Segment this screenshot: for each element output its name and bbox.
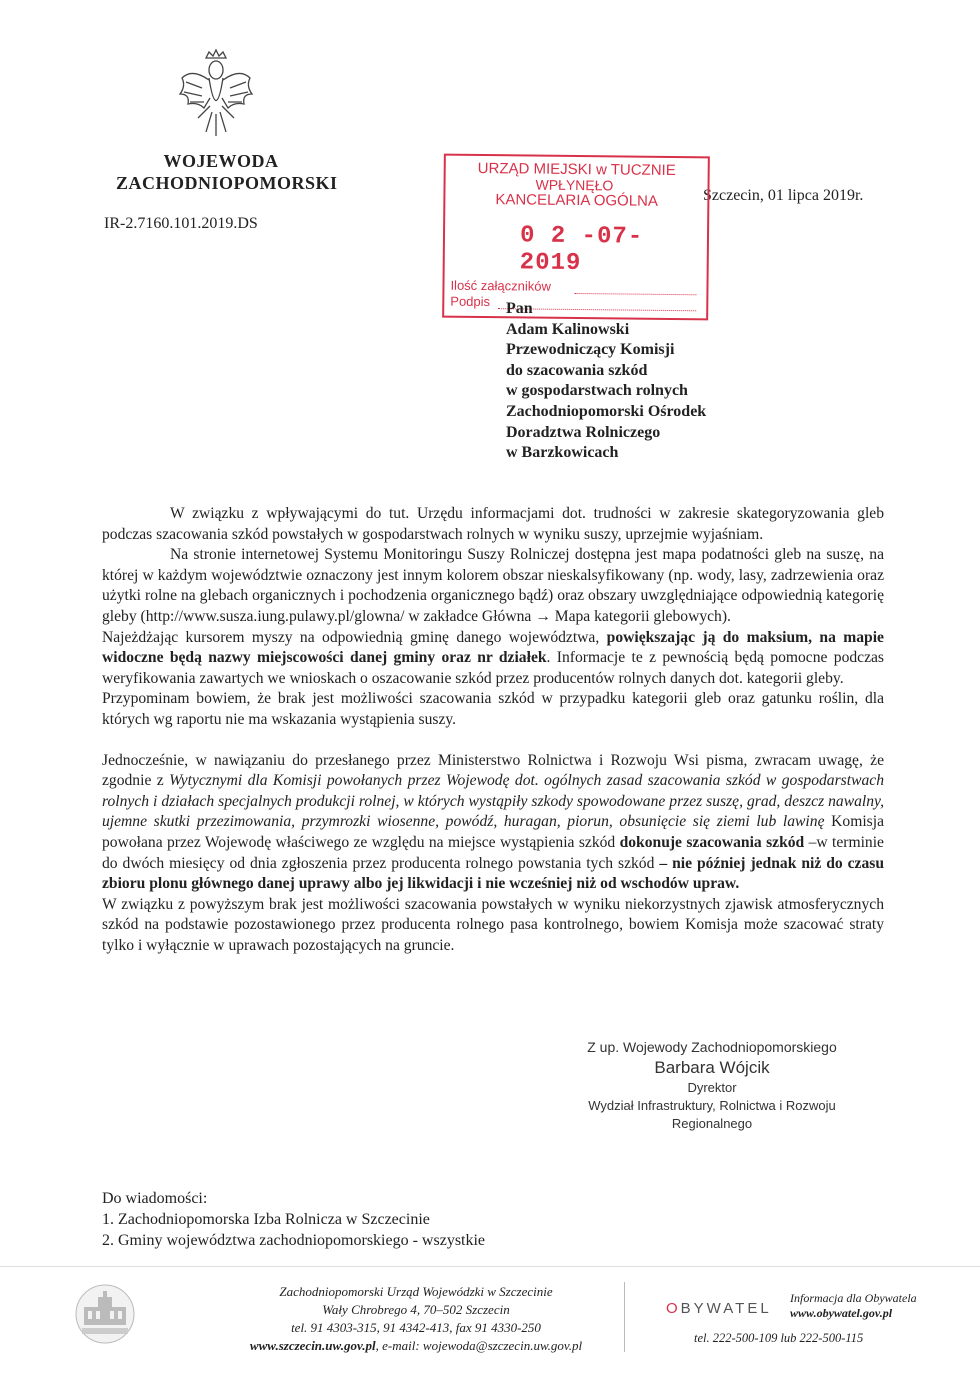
signature-authority: Z up. Wojewody Zachodniopomorskiego [587, 1039, 837, 1055]
office-address [230, 1283, 602, 1355]
recipient-line: Pan [506, 300, 533, 317]
office-name: Zachodniopomorski Urząd Wojewódzki w Szczecinie [279, 1284, 553, 1299]
cc-label: Do wiadomości: [102, 1190, 208, 1207]
signature-block [562, 1038, 862, 1133]
reference-number: IR-2.7160.101.2019.DS [104, 215, 258, 232]
body-paragraph-6: W związku z powyższym brak jest możliwości szacowania powstałych w wyniku niekorzystnych zjawisk atmosferycznych szkód na podstawie pozostawionego przez producenta rolnego pasa kontrolnego, bowiem Komisja może szacować straty tylko i wyłącznie w uprawach pozostających na gruncie. [102, 895, 884, 954]
text-run-italic: Wytycznymi dla Komisji powołanych przez Wojewodę dot. ogólnych zasad szacowania szkód w gospodarstwach rolnych i działach specjalnych produkcji rolnej, w których wystąpiły szkody spowodowane przez suszę, grad, deszcz nawalny, ujemne skutki przezimowania, przymrozki wiosenne, powódź, huragan, piorun, obsunięcie się ziemi lub lawinę [102, 772, 884, 831]
letter-date: Szczecin, 01 lipca 2019r. [703, 187, 864, 204]
text-run: –w terminie do dwóch miesięcy od dnia zgłoszenia przez producenta rolnego powstania tych szkód [102, 833, 884, 872]
stamp-line2: WPŁYNĘŁO [535, 176, 614, 194]
stamp-signature-label: Podpis [450, 293, 491, 310]
recipient-line: Przewodniczący Komisji [506, 341, 675, 359]
obywatel-logo-o: O [666, 1300, 681, 1317]
recipient-line: do szacowania szkód [506, 361, 648, 379]
body-paragraph-2: Na stronie internetowej Systemu Monitoringu Suszy Rolniczej dostępna jest mapa podatności gleb na suszę, na której w każdym województwie oznaczony jest innym kolorem obszar nieskalsyfikowany (np. wody, lasy, zadrzewienia oraz użytki rolne na glebach organicznych i pochodzenia organicznego bądź) oraz obszary uwzględniające odpowiednią kategorię gleby (http://www.susza.iung.pulawy.pl/glowna/ w zakładce Główna → Mapa kategorii glebowych). [102, 546, 884, 625]
office-phones: tel. 91 4303-315, 91 4342-413, fax 91 4330-250 [291, 1320, 541, 1335]
stamp-attachments-label: Ilość załączników [450, 277, 551, 294]
office-building-logo-icon [70, 1283, 140, 1345]
issuer-line2: ZACHODNIOPOMORSKI [116, 173, 338, 193]
citizen-info-web[interactable]: www.obywatel.gov.pl [790, 1306, 893, 1320]
office-web-link[interactable]: www.szczecin.uw.gov.pl [249, 1338, 376, 1353]
cc-item: 1. Zachodniopomorska Izba Rolnicza w Szczecinie [102, 1211, 430, 1228]
email-prefix: , e-mail: [375, 1338, 423, 1353]
obywatel-logo [666, 1300, 772, 1317]
eagle-emblem-icon [176, 48, 256, 140]
obywatel-logo-text: BYWATEL [680, 1300, 772, 1317]
stamp-date: 0 2 -07- 2019 [519, 222, 644, 278]
recipient-line: w Barzkowicach [506, 444, 619, 462]
signature-department: Wydział Infrastruktury, Rolnictwa i Rozwoju [588, 1098, 836, 1113]
text-run-bold: powiększając ją do maksium, na mapie widoczne będą nazwy miejscowości danej gminy oraz nr działek [102, 628, 884, 667]
stamp-line3: KANCELARIA OGÓLNA [495, 191, 659, 210]
text-run: . Informacje te z pewnością będą pomocne podczas weryfikowania zawartych we wnioskach o oszacowanie szkód przez producentów rolnych danych dot. kategorii gleby. [102, 649, 884, 687]
recipient-address [506, 299, 706, 464]
office-contacts [230, 1337, 602, 1355]
issuer-line1: WOJEWODA [163, 151, 279, 171]
registry-stamp [442, 154, 710, 321]
cc-list [102, 1188, 485, 1251]
text-run: Najeżdżając kursorem myszy na odpowiednią gminę danego województwa, [102, 628, 607, 646]
citizen-info-phone: tel. 222-500-109 lub 222-500-115 [694, 1331, 864, 1345]
text-run: Komisja powołana przez Wojewodę właściwego ze względu na miejsce wystąpienia szkód [102, 813, 884, 851]
cc-item: 2. Gminy województwa zachodniopomorskiego - wszystkie [102, 1232, 486, 1249]
letter-body [102, 504, 884, 956]
stamp-line1: URZĄD MIEJSKI w TUCZNIE [477, 159, 676, 180]
recipient-line: Zachodniopomorski Ośrodek [506, 402, 707, 420]
body-paragraph-1: W związku z wpływającymi do tut. Urzędu informacjami dot. trudności w zakresie skategoryzowania gleb podczas szacowania szkód powstałych w gospodarstwach rolnych w wyniku suszy, uprzejmie wyjaśniam. [102, 505, 884, 543]
issuer-name [116, 150, 338, 194]
footer-divider [624, 1282, 625, 1352]
body-paragraph-4: Przypominam bowiem, że brak jest możliwości szacowania szkód w przypadku kategorii gleb oraz gatunku roślin, dla których wg raportu nie ma wskazania wystąpienia suszy. [102, 690, 884, 728]
stamp-dotted-line [574, 293, 696, 295]
signature-department-cont: Regionalnego [671, 1116, 753, 1131]
text-run-bold: – nie później jednak niż do czasu zbioru plonu głównego danej uprawy albo jej likwidacji i nie wcześniej niż od wschodów upraw. [102, 854, 884, 893]
signature-name: Barbara Wójcik [654, 1058, 770, 1077]
signature-title: Dyrektor [687, 1080, 737, 1095]
office-street: Wały Chrobrego 4, 70–502 Szczecin [322, 1302, 510, 1317]
paragraph-gap [102, 731, 884, 751]
body-paragraph-3 [102, 628, 884, 690]
recipient-line: Adam Kalinowski [506, 320, 630, 338]
citizen-info-label: Informacja dla Obywatela [790, 1291, 917, 1305]
text-run-bold: dokonuje szacowania szkód [619, 833, 805, 851]
body-paragraph-5 [102, 751, 884, 895]
text-run: Jednocześnie, w nawiązaniu do przesłanego przez Ministerstwo Rolnictwa i Rozwoju Wsi pisma, zwracam uwagę, że zgodnie z [102, 751, 884, 790]
recipient-line: w gospodarstwach rolnych [506, 382, 688, 400]
citizen-info [790, 1291, 917, 1321]
recipient-line: Doradztwa Rolniczego [506, 423, 661, 441]
office-email-link[interactable]: wojewoda@szczecin.uw.gov.pl [422, 1338, 583, 1353]
